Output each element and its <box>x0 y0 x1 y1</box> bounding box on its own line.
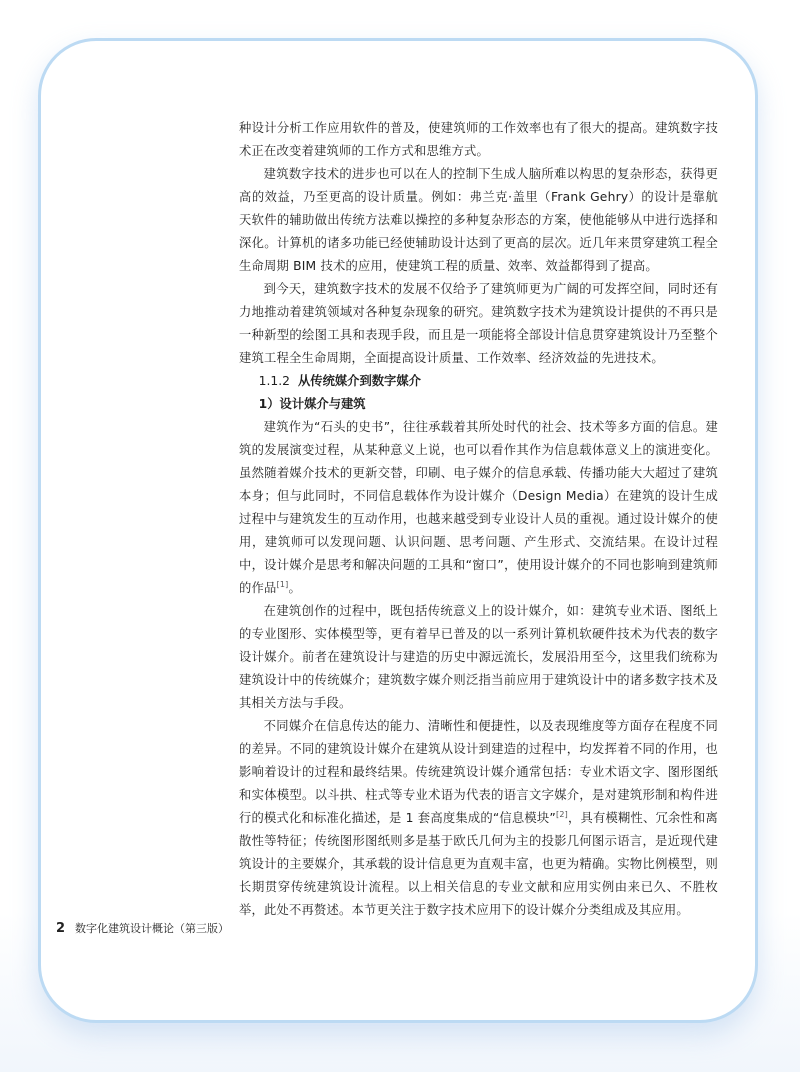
paragraph-text: 。 <box>288 581 301 595</box>
section-number: 1.1.2 <box>258 374 290 388</box>
paragraph: 建筑数字技术的进步也可以在人的控制下生成人脑所难以构思的复杂形态，获得更高的效益，乃至更高的设计质量。例如：弗兰克·盖里（Frank Gehry）的设计是靠航天软件的辅助做出传统方法难以操控的多种复杂形态的方案，使他能够从中进行选择和深化。计算机的诸多功能已经使辅助设计达到了更高的层次。近几年来贯穿建筑工程全生命周期 BIM 技术的应用，使建筑工程的质量、效率、效益都得到了提高。 <box>239 167 718 273</box>
citation: [2] <box>556 810 568 819</box>
paragraph: 在建筑创作的过程中，既包括传统意义上的设计媒介，如：建筑专业术语、图纸上的专业图形、实体模型等，更有着早已普及的以一系列计算机软硬件技术为代表的数字设计媒介。前者在建筑设计与建造的历史中源远流长，发展沿用至今，这里我们统称为建筑设计中的传统媒介；建筑数字媒介则泛指当前应用于建筑设计中的诸多数字技术及其相关方法与手段。 <box>239 604 718 710</box>
paragraph-text: 不同媒介在信息传达的能力、清晰性和便捷性，以及表现维度等方面存在程度不同的差异。不同的建筑设计媒介在建筑从设计到建造的过程中，均发挥着不同的作用，也影响着设计的过程和最终结果。传统建筑设计媒介通常包括：专业术语文字、图形图纸和实体模型。以斗拱、柱式等专业术语为代表的语言文字媒介，是对建筑形制和构件进行的模式化和标准化描述，是 1 套高度集成的“信息模块” <box>239 719 718 825</box>
page-card <box>38 38 758 1023</box>
paragraph <box>239 715 718 922</box>
subsection-heading: 1）设计媒介与建筑 <box>258 397 366 411</box>
paragraph: 到今天，建筑数字技术的发展不仅给予了建筑师更为广阔的可发挥空间，同时还有力地推动着建筑领域对各种复杂现象的研究。建筑数字技术为建筑设计提供的不再只是一种新型的绘图工具和表现手段，而且是一项能将全部设计信息贯穿建筑设计乃至整个建筑工程全生命周期，全面提高设计质量、工作效率、经济效益的先进技术。 <box>239 282 718 365</box>
section-heading <box>259 370 718 393</box>
paragraph: 种设计分析工作应用软件的普及，使建筑师的工作效率也有了很大的提高。建筑数字技术正在改变着建筑师的工作方式和思维方式。 <box>239 121 718 158</box>
book-title: 数字化建筑设计概论（第三版） <box>75 922 230 935</box>
paragraph-text: 建筑作为“石头的史书”，往往承载着其所处时代的社会、技术等多方面的信息。建筑的发展演变过程，从某种意义上说，也可以看作其作为信息载体意义上的演进变化。虽然随着媒介技术的更新交替，印刷、电子媒介的信息承载、传播功能大大超过了建筑本身；但与此同时，不同信息载体作为设计媒介（Design Media）在建筑的设计生成过程中与建筑发生的互动作用，也越来越受到专业设计人员的重视。通过设计媒介的使用，建筑师可以发现问题、认识问题、思考问题、产生形式、交流结果。在设计过程中，设计媒介是思考和解决问题的工具和“窗口”，使用设计媒介的不同也影响到建筑师的作品 <box>239 420 718 595</box>
page-number: 2 <box>56 921 66 936</box>
section-title: 从传统媒介到数字媒介 <box>297 374 421 388</box>
page-body <box>239 117 718 922</box>
citation: [1] <box>276 580 289 589</box>
paragraph-text: ，具有模糊性、冗余性和离散性等特征；传统图形图纸则多是基于欧氏几何为主的投影几何图示语言，是近现代建筑设计的主要媒介，其承载的设计信息更为直观丰富，也更为精确。实物比例模型，则长期贯穿传统建筑设计流程。以上相关信息的专业文献和应用实例由来已久、不胜枚举，此处不再赘述。本节更关注于数字技术应用下的设计媒介分类组成及其应用。 <box>239 811 719 917</box>
page-footer <box>56 920 229 936</box>
paragraph <box>239 416 718 600</box>
